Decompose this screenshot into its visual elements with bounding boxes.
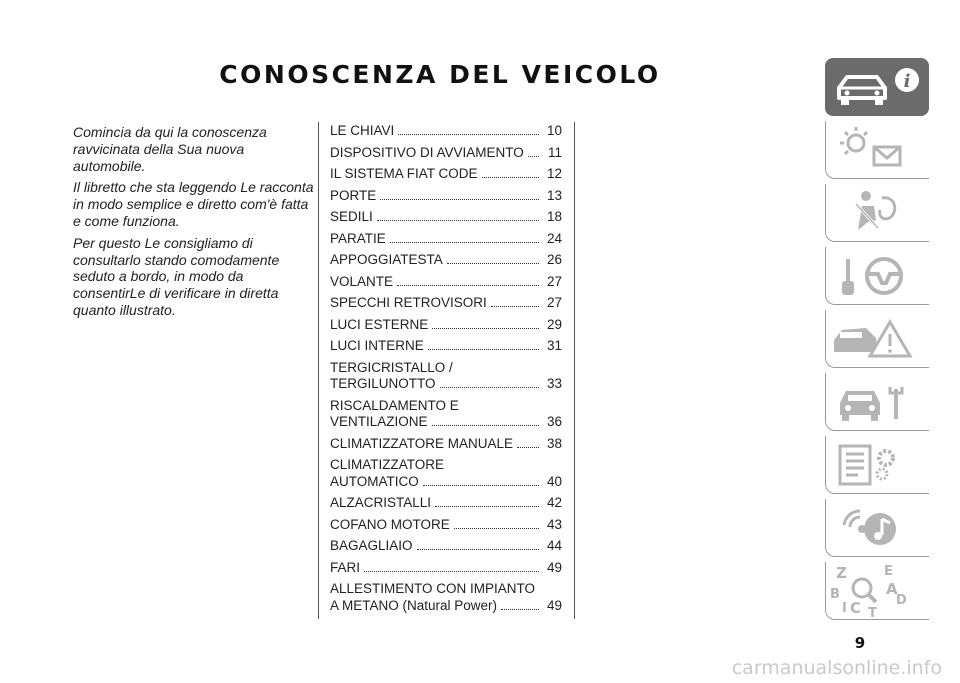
toc-page-number: 27 (546, 295, 562, 310)
index-letter: Z (836, 564, 847, 582)
car-wrench-icon (826, 373, 930, 431)
toc-entry-title: DISPOSITIVO DI AVVIAMENTO (330, 144, 524, 160)
toc-leader-dots (454, 528, 539, 529)
toc-entry-title: TERGICRISTALLO / (330, 359, 453, 375)
toc-entry-title: RISCALDAMENTO E (330, 397, 459, 413)
toc-entry-title: ALZACRISTALLI (330, 495, 432, 510)
toc-page-number: 24 (546, 230, 562, 246)
toc-entry-title: SPECCHI RETROVISORI (330, 295, 487, 310)
toc-entry[interactable] (330, 188, 562, 205)
toc-entry-title: PARATIE (330, 230, 386, 246)
toc-page-number: 10 (546, 123, 562, 138)
toc-page-number: 40 (546, 473, 562, 489)
toc-entry-title: FARI (330, 559, 361, 575)
toc-page-number: 36 (546, 414, 562, 429)
index-letter: I (842, 601, 847, 616)
toc-page-number: 44 (546, 538, 562, 553)
vehicle-knowledge-tab[interactable] (825, 58, 929, 116)
toc-entry[interactable] (330, 436, 562, 453)
toc-leader-dots (435, 506, 539, 507)
toc-leader-dots (380, 199, 539, 200)
alphabet-search-icon (826, 562, 930, 620)
toc-entry[interactable] (330, 338, 562, 355)
toc-entry-title: VENTILAZIONE (330, 414, 428, 429)
toc-entry[interactable] (330, 274, 562, 291)
toc-page-number: 38 (546, 435, 562, 451)
list-gears-icon (826, 436, 930, 494)
intro-paragraph: Il libretto che sta leggendo Le racconta in modo semplice e diretto com'è fatta e come funziona. (73, 179, 314, 229)
index-tab[interactable] (825, 562, 929, 620)
warning-lights-message-icon (826, 121, 930, 179)
toc-leader-dots (440, 387, 539, 388)
toc-entry[interactable] (330, 457, 562, 490)
toc-page-number: 11 (547, 144, 562, 160)
toc-entry[interactable] (330, 231, 562, 248)
safety-tab[interactable] (825, 184, 929, 242)
toc-entry[interactable] (330, 317, 562, 334)
toc-entry-title: SEDILI (330, 209, 373, 224)
toc-page-number: 12 (546, 166, 562, 181)
toc-leader-dots (364, 571, 539, 572)
column-divider-right (574, 122, 575, 619)
emergency-tab[interactable] (825, 310, 929, 368)
toc-leader-dots (447, 263, 539, 264)
toc-entry-title: ALLESTIMENTO CON IMPIANTO (330, 581, 536, 596)
toc-entry[interactable] (330, 295, 562, 312)
svg-text:i: i (903, 71, 911, 92)
index-letter: D (896, 593, 907, 608)
toc-leader-dots (397, 285, 539, 286)
toc-entry-title: A METANO (Natural Power) (330, 597, 498, 613)
toc-page-number: 42 (546, 495, 562, 510)
toc-leader-dots (517, 447, 539, 448)
toc-page-number: 27 (546, 273, 562, 289)
starting-driving-tab[interactable] (825, 247, 929, 305)
toc-entry-title: AUTOMATICO (330, 473, 419, 489)
toc-entry-title: VOLANTE (330, 273, 394, 289)
toc-page-number: 43 (546, 516, 562, 532)
toc-entry-title: CLIMATIZZATORE MANUALE (330, 435, 514, 451)
toc-entry-title: BAGAGLIAIO (330, 538, 413, 553)
multimedia-tab[interactable] (825, 499, 929, 557)
seatbelt-airbag-icon (826, 184, 930, 242)
toc-page-number: 13 (546, 187, 562, 203)
toc-page-number: 29 (546, 316, 562, 332)
index-letter: C (850, 599, 862, 617)
toc-entry[interactable] (330, 252, 562, 269)
technical-data-tab[interactable] (825, 436, 929, 494)
dashboard-tab[interactable] (825, 121, 929, 179)
toc-page-number: 18 (546, 209, 562, 224)
toc-entry[interactable] (330, 123, 562, 140)
car-warning-triangle-icon (826, 310, 930, 368)
toc-page-number: 49 (546, 559, 562, 575)
signal-music-icon (826, 499, 930, 557)
toc-entry-title: LUCI INTERNE (330, 338, 424, 353)
toc-entry-title: CLIMATIZZATORE (330, 457, 445, 472)
toc-leader-dots (417, 549, 539, 550)
toc-entry[interactable] (330, 209, 562, 226)
page-title: CONOSCENZA DEL VEICOLO (219, 60, 661, 89)
toc-entry-title: LE CHIAVI (330, 123, 395, 138)
toc-entry[interactable] (330, 581, 562, 614)
toc-leader-dots (501, 609, 539, 610)
chapter-tabs (825, 58, 929, 625)
toc-leader-dots (432, 425, 539, 426)
key-steering-wheel-icon (826, 247, 930, 305)
table-of-contents (330, 123, 562, 619)
toc-entry-title: IL SISTEMA FIAT CODE (330, 166, 478, 181)
toc-entry-title: APPOGGIATESTA (330, 252, 443, 267)
toc-leader-dots (428, 349, 539, 350)
toc-entry[interactable] (330, 145, 562, 162)
maintenance-tab[interactable] (825, 373, 929, 431)
toc-entry[interactable] (330, 560, 562, 577)
car-info-icon (825, 58, 929, 116)
index-letter: A (886, 580, 898, 598)
intro-paragraph: Per questo Le consigliamo di consultarlo stando comodamente seduto a bordo, in modo da consentirLe di verificare in diretta quanto illustrato. (73, 234, 280, 318)
toc-leader-dots (482, 177, 539, 178)
intro-text (73, 124, 318, 324)
intro-paragraph: Comincia da qui la conoscenza ravvicinata della Sua nuova automobile. (73, 124, 267, 174)
toc-leader-dots (377, 220, 539, 221)
toc-page-number: 33 (546, 376, 562, 391)
toc-leader-dots (432, 328, 539, 329)
watermark: carmanualsonline.info (731, 657, 942, 679)
toc-leader-dots (398, 134, 539, 135)
toc-entry[interactable] (330, 398, 562, 431)
toc-leader-dots (528, 156, 539, 157)
toc-entry[interactable] (330, 360, 562, 393)
page-number: 9 (854, 634, 866, 652)
toc-page-number: 49 (546, 597, 562, 613)
toc-entry-title: TERGILUNOTTO (330, 376, 436, 391)
toc-leader-dots (423, 485, 539, 486)
index-letter: E (884, 564, 893, 579)
toc-entry[interactable] (330, 166, 562, 183)
index-letter: T (868, 606, 877, 620)
toc-leader-dots (390, 242, 539, 243)
toc-leader-dots (491, 306, 539, 307)
toc-entry-title: LUCI ESTERNE (330, 316, 429, 332)
toc-entry-title: PORTE (330, 187, 377, 203)
toc-entry[interactable] (330, 538, 562, 555)
index-letter: B (830, 587, 840, 602)
toc-page-number: 26 (546, 252, 562, 267)
toc-entry[interactable] (330, 517, 562, 534)
column-divider-left (318, 122, 319, 619)
toc-entry[interactable] (330, 495, 562, 512)
toc-page-number: 31 (546, 338, 562, 353)
toc-entry-title: COFANO MOTORE (330, 516, 450, 532)
